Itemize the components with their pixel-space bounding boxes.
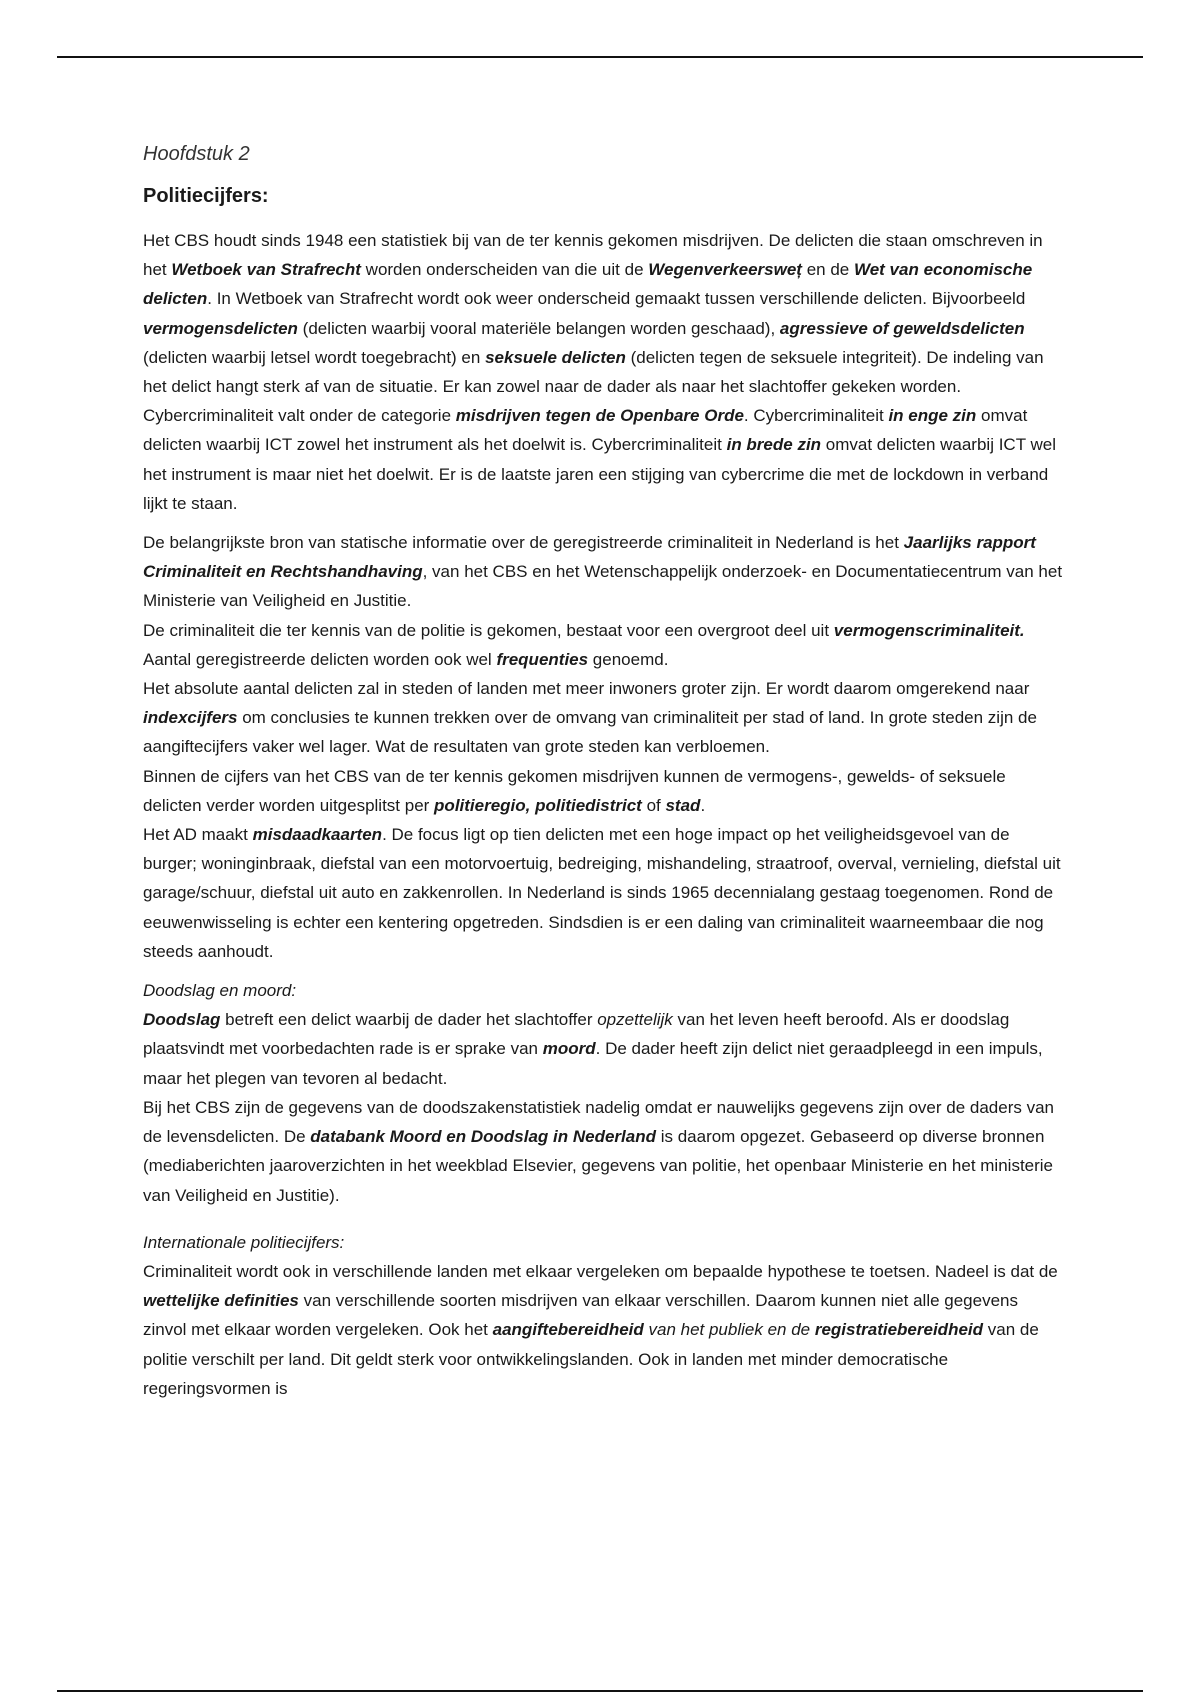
text-run: worden onderscheiden van die uit de bbox=[360, 260, 649, 280]
emphasis-term: wettelijke definities bbox=[143, 1291, 299, 1311]
emphasis-term: indexcijfers bbox=[143, 708, 238, 728]
subheading-doodslag: Doodslag en moord: bbox=[143, 981, 297, 1001]
section-title: Politiecijfers: bbox=[143, 185, 269, 207]
emphasis-term: Doodslag bbox=[143, 1010, 221, 1030]
text-run: Cybercriminaliteit valt onder de categorie bbox=[143, 406, 456, 426]
text-run: Het CBS houdt sinds 1948 een statistiek bij van de ter kennis gekomen misdrijven. De delicten die staan omschreven in het bbox=[143, 231, 1043, 280]
emphasis-term: moord bbox=[542, 1039, 596, 1059]
text-run: van verschillende soorten misdrijven van elkaar verschillen. Daarom kunnen niet alle gegevens zinvol met elkaar worden vergeleken. Ook het bbox=[143, 1291, 1018, 1340]
emphasis-term: databank Moord en Doodslag in Nederland bbox=[310, 1127, 656, 1147]
text-run: De criminaliteit die ter kennis van de politie is gekomen, bestaat voor een overgroot deel uit bbox=[143, 620, 834, 640]
text-run: om conclusies te kunnen trekken over de omvang van criminaliteit per stad of land. In grote steden zijn de aangiftecijfers vaker wel lager. Wat de resultaten van grote steden kan verbloemen. bbox=[143, 708, 1037, 757]
emphasis-term: vermogensdelicten bbox=[143, 318, 298, 338]
text-run: . De focus ligt op tien delicten met een hoge impact op het veiligheidsgevoel van de burger; woninginbraak, diefstal van een motorvoertuig, bedreiging, mishandeling, straatroof, overval, vernieling, diefstal uit garage/schuur, diefstal uit auto en zakkenrollen. In Nederland is sinds 1965 decennialang gestaag toegenomen. Rond de eeuwenwisseling is echter een kentering opgetreden. Sindsdien is er een daling van criminaliteit waarneembaar die nog steeds aanhoudt. bbox=[143, 825, 1061, 961]
emphasis-term: politieregio, politiedistrict bbox=[434, 795, 642, 815]
text-run: , van het CBS en het Wetenschappelijk onderzoek- en Documentatiecentrum van het Ministerie van Veiligheid en Justitie. bbox=[143, 562, 1063, 611]
paragraph bbox=[143, 1005, 1063, 1093]
emphasis-term: misdaadkaarten bbox=[252, 825, 383, 845]
emphasis-term: misdrijven tegen de Openbare Orde bbox=[455, 406, 744, 426]
italic-text: opzettelijk bbox=[597, 1010, 673, 1030]
text-run: . De dader heeft zijn delict niet geraadpleegd in een impuls, maar het plegen van tevoren al bedacht. bbox=[143, 1039, 1043, 1088]
text-run: . In Wetboek van Strafrecht wordt ook weer onderscheid gemaakt tussen verschillende delicten. Bijvoorbeeld bbox=[207, 289, 1026, 309]
subheading-internationaal: Internationale politiecijfers: bbox=[143, 1232, 345, 1252]
document-body bbox=[143, 140, 1063, 1403]
emphasis-term: in enge zin bbox=[888, 406, 977, 426]
emphasis-term: Wet van economische delicten bbox=[143, 260, 1033, 309]
text-run: Bij het CBS zijn de gegevens van de doodszakenstatistiek nadelig omdat er nauwelijks gegevens zijn over de daders van de levensdelicten. De bbox=[143, 1097, 1054, 1147]
paragraph bbox=[143, 674, 1063, 762]
paragraph bbox=[143, 1257, 1063, 1403]
paragraph bbox=[143, 820, 1063, 966]
text-run: (delicten waarbij letsel wordt toegebracht) en bbox=[143, 347, 486, 367]
emphasis-term: aangiftebereidheid bbox=[492, 1320, 644, 1340]
text-run: is daarom opgezet. Gebaseerd op diverse bronnen (mediaberichten jaaroverzichten in het weekblad Elsevier, gegevens van politie, het openbaar Ministerie en het ministerie van Veiligheid en Justitie). bbox=[143, 1127, 1054, 1205]
text-run: Het absolute aantal delicten zal in steden of landen met meer inwoners groter zijn. Er wordt daarom omgerekend naar bbox=[143, 679, 1030, 699]
emphasis-term: Wegenverkeersweț bbox=[648, 260, 802, 280]
emphasis-term: frequenties bbox=[496, 649, 589, 669]
paragraph bbox=[143, 1093, 1063, 1210]
text-run: De belangrijkste bron van statische informatie over de geregistreerde criminaliteit in Nederland is het bbox=[143, 533, 904, 553]
emphasis-term: seksuele delicten bbox=[485, 347, 626, 367]
emphasis-term: registratiebereidheid bbox=[814, 1320, 984, 1340]
chapter-label: Hoofdstuk 2 bbox=[143, 143, 250, 165]
emphasis-term: agressieve of geweldsdelicten bbox=[779, 318, 1025, 338]
emphasis-term: vermogenscriminaliteit. bbox=[833, 620, 1025, 640]
top-rule bbox=[57, 56, 1143, 58]
text-run: Binnen de cijfers van het CBS van de ter kennis gekomen misdrijven kunnen de vermogens-, gewelds- of seksuele delicten verder worden uitgesplitst per bbox=[143, 766, 1006, 815]
text-run: en de bbox=[801, 260, 854, 280]
text-run: Aantal geregistreerde delicten worden ook wel bbox=[143, 649, 497, 669]
paragraph bbox=[143, 401, 1063, 518]
paragraph bbox=[143, 616, 1063, 674]
bottom-rule bbox=[57, 1690, 1143, 1692]
emphasis-term: Jaarlijks rapport Criminaliteit en Rechtshandhaving bbox=[143, 533, 1036, 582]
paragraph bbox=[143, 528, 1063, 616]
text-run: . bbox=[700, 795, 706, 815]
text-run: of bbox=[641, 795, 666, 815]
text-run: betreft een delict waarbij de dader het slachtoffer bbox=[220, 1010, 598, 1030]
text-run: omvat delicten waarbij ICT zowel het instrument als het doelwit is. Cybercriminaliteit bbox=[143, 406, 1028, 455]
italic-text: van het publiek en de bbox=[643, 1320, 815, 1340]
paragraph bbox=[143, 226, 1063, 401]
text-run: . Cybercriminaliteit bbox=[743, 406, 889, 426]
emphasis-term: stad bbox=[665, 795, 701, 815]
text-run: omvat delicten waarbij ICT wel het instrument is maar niet het doelwit. Er is de laatste jaren een stijging van cybercrime die met de lockdown in verband lijkt te staan. bbox=[143, 435, 1057, 513]
paragraph bbox=[143, 762, 1063, 820]
text-run: (delicten tegen de seksuele integriteit). De indeling van het delict hangt sterk af van de situatie. Er kan zowel naar de dader als naar het slachtoffer gekeken worden. bbox=[143, 347, 1044, 397]
text-run: genoemd. bbox=[588, 649, 669, 669]
text-run: van de politie verschilt per land. Dit geldt sterk voor ontwikkelingslanden. Ook in landen met minder democratische regeringsvormen is bbox=[143, 1320, 1039, 1398]
text-run: Het AD maakt bbox=[143, 825, 253, 845]
emphasis-term: Wetboek van Strafrecht bbox=[171, 260, 361, 280]
emphasis-term: in brede zin bbox=[726, 435, 822, 455]
text-run: (delicten waarbij vooral materiële belangen worden geschaad), bbox=[297, 318, 780, 338]
text-run: Criminaliteit wordt ook in verschillende landen met elkaar vergeleken om bepaalde hypothese te toetsen. Nadeel is dat de bbox=[143, 1261, 1058, 1281]
text-run: van het leven heeft beroofd. Als er doodslag plaatsvindt met voorbedachten rade is er sprake van bbox=[143, 1010, 1010, 1059]
